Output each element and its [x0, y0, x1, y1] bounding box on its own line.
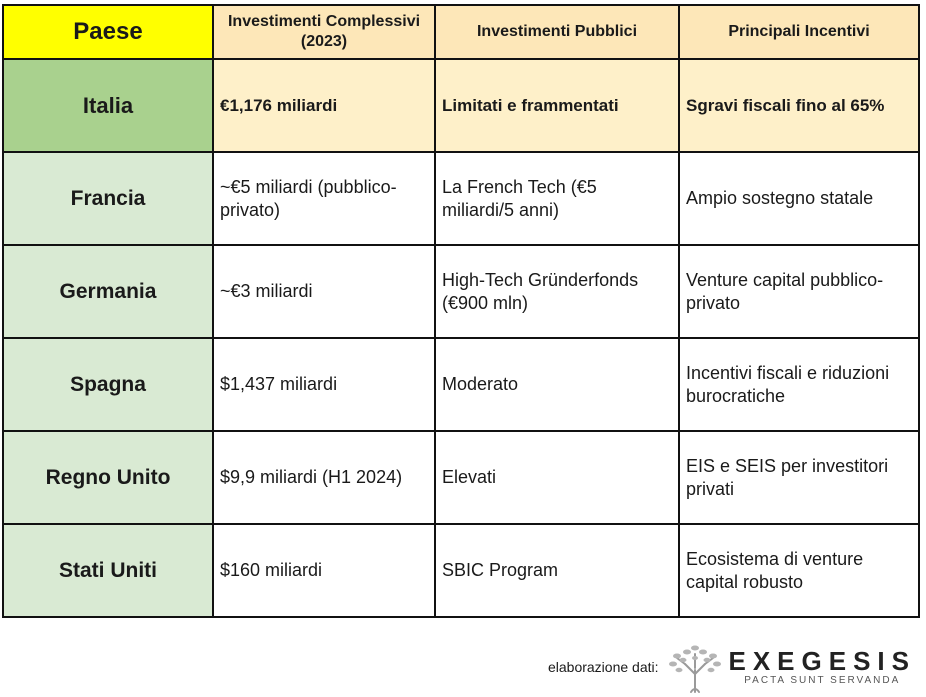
table-row-italia [3, 59, 919, 152]
brand-logo [729, 647, 917, 687]
pubblici-cell: Limitati e frammentati [435, 59, 679, 152]
investimenti-cell: $160 miliardi [213, 524, 435, 617]
incentivi-cell: EIS e SEIS per investitori privati [679, 431, 919, 524]
comparison-table [2, 4, 920, 618]
olive-tree-icon [665, 640, 725, 694]
investimenti-cell: $9,9 miliardi (H1 2024) [213, 431, 435, 524]
credit-label: elaborazione dati: [547, 659, 659, 675]
pubblici-cell: SBIC Program [435, 524, 679, 617]
incentivi-cell: Ecosistema di venture capital robusto [679, 524, 919, 617]
header-pubblici: Investimenti Pubblici [435, 5, 679, 59]
pubblici-cell: Moderato [435, 338, 679, 431]
country-cell: Francia [3, 152, 213, 245]
incentivi-cell: Incentivi fiscali e riduzioni burocratiche [679, 338, 919, 431]
incentivi-cell: Sgravi fiscali fino al 65% [679, 59, 919, 152]
brand-name: EXEGESIS [728, 646, 916, 676]
country-cell: Italia [3, 59, 213, 152]
investimenti-cell: ~€5 miliardi (pubblico-privato) [213, 152, 435, 245]
table-row-stati-uniti [3, 524, 919, 617]
header-investimenti: Investimenti Complessivi (2023) [213, 5, 435, 59]
pubblici-cell: High-Tech Gründerfonds (€900 mln) [435, 245, 679, 338]
pubblici-cell: Elevati [435, 431, 679, 524]
country-cell: Spagna [3, 338, 213, 431]
table-row-regno-unito [3, 431, 919, 524]
table-row-spagna [3, 338, 919, 431]
investimenti-cell: ~€3 miliardi [213, 245, 435, 338]
country-cell: Regno Unito [3, 431, 213, 524]
investimenti-cell: €1,176 miliardi [213, 59, 435, 152]
header-row [3, 5, 919, 59]
incentivi-cell: Ampio sostegno statale [679, 152, 919, 245]
brand-motto: PACTA SUNT SERVANDA [744, 675, 901, 686]
header-incentivi: Principali Incentivi [679, 5, 919, 59]
incentivi-cell: Venture capital pubblico-privato [679, 245, 919, 338]
table-row-francia [3, 152, 919, 245]
pubblici-cell: La French Tech (€5 miliardi/5 anni) [435, 152, 679, 245]
footer-credit [548, 640, 916, 694]
country-cell: Germania [3, 245, 213, 338]
table-row-germania [3, 245, 919, 338]
investimenti-cell: $1,437 miliardi [213, 338, 435, 431]
country-cell: Stati Uniti [3, 524, 213, 617]
header-paese: Paese [3, 5, 213, 59]
